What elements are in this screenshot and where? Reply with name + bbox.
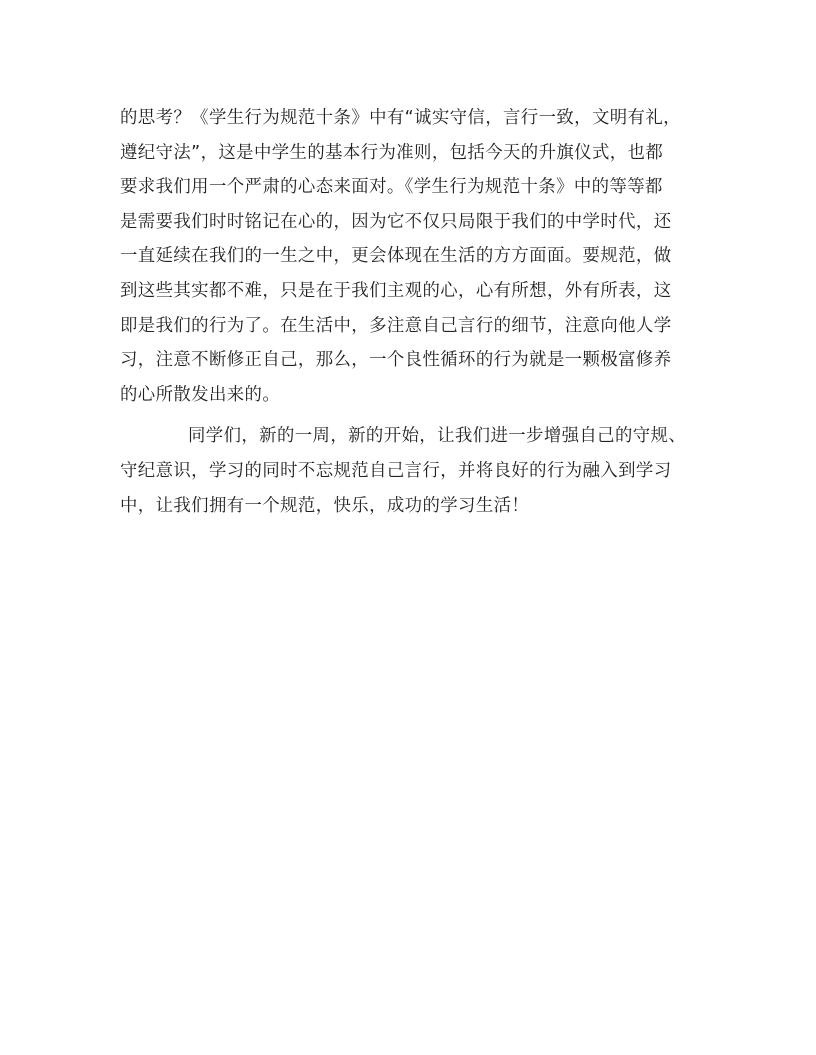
text-line: 同学们，新的一周，新的开始，让我们进一步增强自己的守规、 xyxy=(188,426,687,447)
text-line: 即是我们的行为了。在生活中，多注意自己言行的细节，注意向他人学 xyxy=(120,315,672,336)
paragraph-1 xyxy=(120,101,700,412)
text-line: 中，让我们拥有一个规范，快乐，成功的学习生活！ xyxy=(120,495,530,516)
text-line: 遵纪守法”，这是中学生的基本行为准则，包括今天的升旗仪式，也都 xyxy=(120,142,664,163)
text-line: 守纪意识，学习的同时不忘规范自己言行，并将良好的行为融入到学习 xyxy=(120,460,672,481)
text-line: 一直延续在我们的一生之中，更会体现在生活的方方面面。要规范，做 xyxy=(120,246,672,267)
text-line: 到这些其实都不难，只是在于我们主观的心，心有所想，外有所表，这 xyxy=(120,280,672,301)
text-line: 要求我们用一个严肃的心态来面对。《学生行为规范十条》中的等等都 xyxy=(120,177,663,198)
paragraph-gap xyxy=(120,412,700,419)
text-line: 的思考？《学生行为规范十条》中有“诚实守信，言行一致，文明有礼， xyxy=(120,108,681,128)
paragraph-2 xyxy=(120,419,700,523)
text-line: 是需要我们时时铭记在心的，因为它不仅只局限于我们的中学时代，还 xyxy=(120,211,672,232)
document-body xyxy=(120,101,700,523)
text-line: 的心所散发出来的。 xyxy=(120,384,281,405)
text-line: 习，注意不断修正自己，那么，一个良性循环的行为就是一颗极富修养 xyxy=(120,350,672,371)
